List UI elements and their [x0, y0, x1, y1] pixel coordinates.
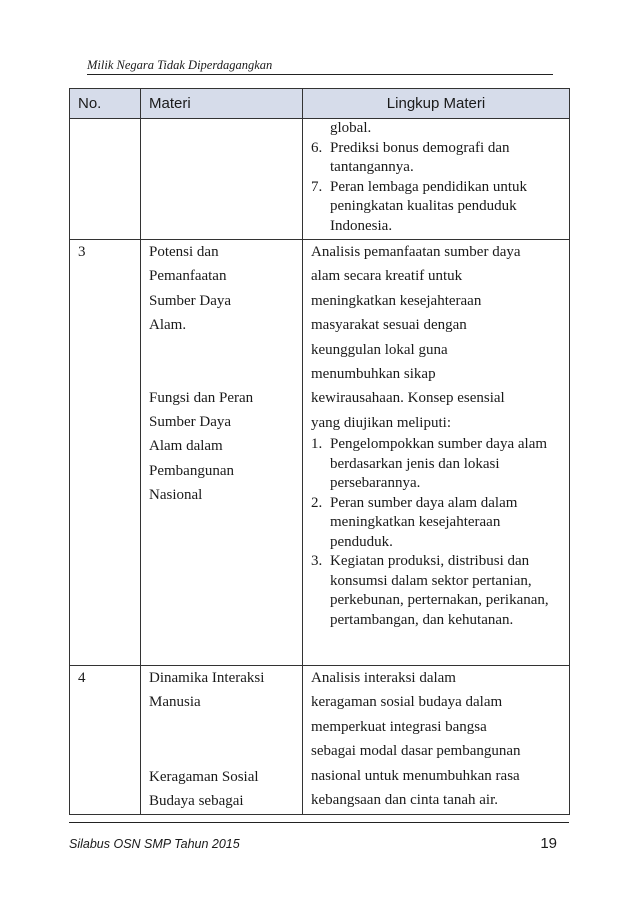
lingkup-line: keunggulan lokal guna [311, 341, 448, 358]
list-item-text: Peran sumber daya alam dalam meningkatkan kesejahteraan penduduk. [330, 494, 518, 550]
page-number: 19 [540, 835, 557, 852]
materi-line: Sumber Daya [149, 292, 232, 309]
lingkup-line: Analisis interaksi dalam [311, 670, 456, 686]
lingkup-line: masyarakat sesuai dengan [311, 317, 467, 334]
lingkup-line: alam secara kreatif untuk [311, 268, 463, 285]
materi-line: Fungsi dan Peran [149, 389, 254, 406]
lingkup-line: menumbuhkan sikap [311, 366, 436, 383]
lingkup-line: yang diujikan meliputi: [311, 414, 451, 431]
list-item [311, 552, 563, 630]
list-item-text: Pengelompokkan sumber daya alam berdasarkan jenis dan lokasi persebarannya. [330, 436, 548, 492]
materi-line: Alam dalam [149, 438, 223, 455]
list-item-number: 3. [311, 553, 323, 570]
column-header-lingkup-materi: Lingkup Materi [303, 89, 570, 119]
list-item-text: Kegiatan produksi, distribusi dan konsumsi dalam sektor pertanian, perkebunan, perternakan, perikanan, pertambangan, dan kehutanan. [330, 553, 549, 628]
list-item-number: 1. [311, 436, 323, 453]
materi-line: Nasional [149, 487, 203, 504]
cell-no: 4 [70, 666, 141, 815]
materi-line: Potensi dan [149, 244, 219, 260]
page-footer [69, 822, 569, 852]
table-header-row [70, 89, 570, 119]
cell-lingkup-materi [303, 240, 570, 666]
lingkup-line: sebagai modal dasar pembangunan [311, 743, 521, 760]
syllabus-table [69, 88, 570, 815]
lingkup-line: keragaman sosial budaya dalam [311, 694, 503, 711]
materi-spacer [149, 338, 296, 386]
cell-no-empty [70, 119, 141, 240]
footer-title: Silabus OSN SMP Tahun 2015 [69, 837, 240, 851]
table-row-4 [70, 666, 570, 815]
list-item [311, 139, 563, 178]
list-item-number: 2. [311, 494, 323, 511]
list-item-text: Peran lembaga pendidikan untuk peningkatan kualitas penduduk Indonesia. [330, 178, 528, 234]
lingkup-line: nasional untuk menumbuhkan rasa [311, 767, 520, 784]
materi-spacer [149, 715, 296, 765]
list-item [311, 435, 563, 494]
materi-line: Keragaman Sosial [149, 768, 259, 785]
materi-line: Dinamika Interaksi [149, 670, 265, 686]
list-item [311, 494, 563, 553]
continuation-list [311, 139, 563, 237]
lingkup-line: meningkatkan kesejahteraan [311, 292, 482, 309]
lingkup-line: memperkuat integrasi bangsa [311, 718, 487, 735]
cell-materi [141, 666, 303, 815]
lingkup-line: Analisis pemanfaatan sumber daya [311, 244, 521, 260]
cell-materi-empty [141, 119, 303, 240]
list-item-text: Prediksi bonus demografi dan tantangannya. [330, 139, 510, 175]
list-item [311, 178, 563, 237]
materi-line: Sumber Daya [149, 414, 232, 431]
lingkup-line: kewirausahaan. Konsep esensial [311, 390, 505, 407]
concept-list [311, 435, 563, 630]
materi-line: Budaya sebagai [149, 793, 244, 810]
continuation-tail-line: global. [330, 120, 372, 136]
cell-lingkup-continuation [303, 119, 570, 240]
column-header-materi: Materi [141, 89, 303, 119]
column-header-no: No. [70, 89, 141, 119]
materi-line: Pemanfaatan [149, 268, 227, 285]
materi-line: Pembangunan [149, 462, 234, 479]
materi-line: Alam. [149, 317, 187, 334]
running-header: Milik Negara Tidak Diperdagangkan [87, 57, 553, 75]
table-row-continuation [70, 119, 570, 240]
cell-materi [141, 240, 303, 666]
table-row-3 [70, 240, 570, 666]
materi-line: Manusia [149, 694, 201, 711]
cell-lingkup-materi [303, 666, 570, 815]
lingkup-line: kebangsaan dan cinta tanah air. [311, 792, 499, 809]
list-item-number: 6. [311, 139, 323, 156]
list-item-number: 7. [311, 178, 323, 195]
cell-no: 3 [70, 240, 141, 666]
